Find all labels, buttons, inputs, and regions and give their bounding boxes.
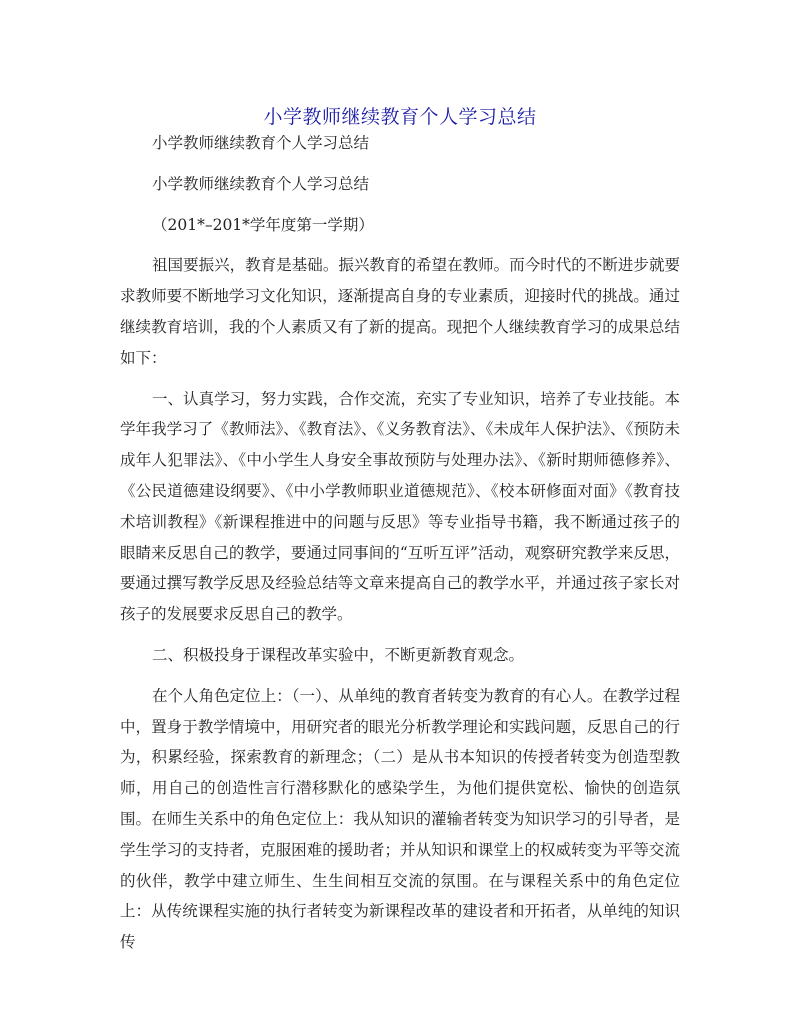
paragraph-section-2-body: 在个人角色定位上：（一）、从单纯的教育者转变为教育的有心人。在教学过程中，置身于教学情境中，用研究者的眼光分析教学理论和实践问题，反思自己的行为，积累经验，探索教育的新理念；（二）是从书本知识的传授者转变为创造型教师，用自己的创造性言行潜移默化的感染学生，为他们提供宽松、愉快的创造氛围。在师生关系中的角色定位上：我从知识的灌输者转变为知识学习的引导者，是学生学习的支持者，克服困难的援助者；并从知识和课堂上的权威转变为平等交流的伙伴，教学中建立师生、生生间相互交流的氛围。在与课程关系中的角色定位上：从传统课程实施的执行者转变为新课程改革的建设者和开拓者，从单纯的知识传 <box>120 686 680 952</box>
paragraph-intro: 祖国要振兴，教育是基础。振兴教育的希望在教师。而今时代的不断进步就要求教师要不断地学习文化知识，逐渐提高自身的专业素质，迎接时代的挑战。通过继续教育培训，我的个人素质又有了新的提高。现把个人继续教育学习的成果总结如下： <box>120 256 680 367</box>
paragraph-subtitle-1: 小学教师继续教育个人学习总结 <box>152 134 370 152</box>
paragraph-subtitle-2: 小学教师继续教育个人学习总结 <box>152 174 370 193</box>
paragraph-section-2-heading: 二、积极投身于课程改革实验中，不断更新教育观念。 <box>152 645 525 664</box>
document-body <box>120 128 680 968</box>
paragraph-section-1: 一、认真学习，努力实践，合作交流，充实了专业知识，培养了专业技能。本学年我学习了《教师法》、《教育法》、《义务教育法》、《未成年人保护法》、《预防未成年人犯罪法》、《中小学生人身安全事故预防与处理办法》、《新时期师德修养》、《公民道德建设纲要》、《中小学教师职业道德规范》、《校本研修面对面》《教育技术培训教程》《新课程推进中的问题与反思》等专业指导书籍，我不断通过孩子的眼睛来反思自己的教学，要通过同事间的“互听互评”活动，观察研究教学来反思，要通过撰写教学反思及经验总结等文章来提高自己的教学水平，并通过孩子家长对孩子的发展要求反思自己的教学。 <box>120 389 680 624</box>
document-title: 小学教师继续教育个人学习总结 <box>263 106 537 128</box>
paragraph-term: （201*–201*学年度第一学期） <box>152 215 374 234</box>
